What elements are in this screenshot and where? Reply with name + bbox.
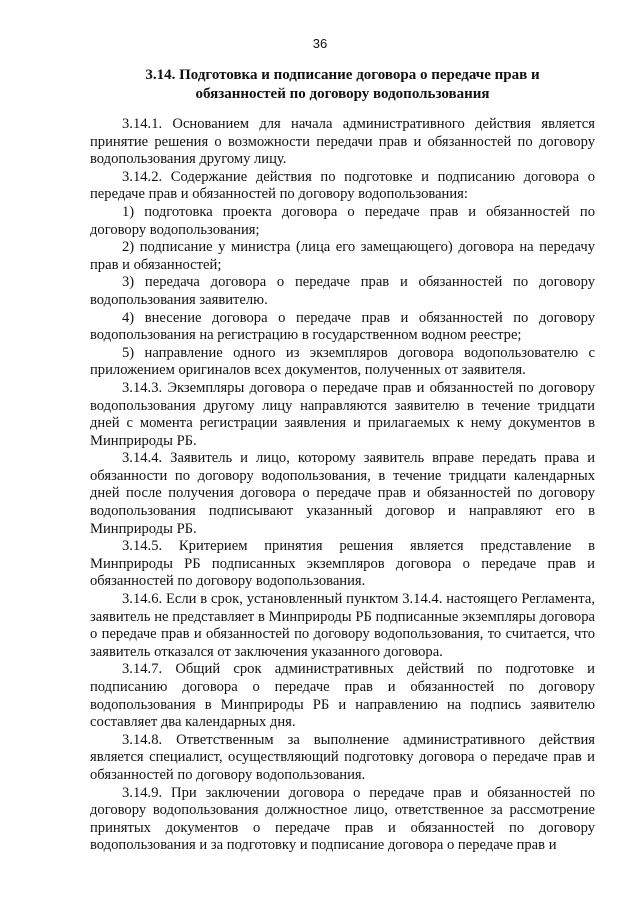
paragraph-3-14-5: 3.14.5. Критерием принятия решения является представление в Минприроды РБ подписанных экземпляров договора о передаче прав и обязанностей по договору водопользования. — [90, 538, 595, 590]
section-heading-line-2: обязанностей по договору водопользования — [195, 86, 490, 102]
section-heading-line-1: 3.14. Подготовка и подписание договора о передаче прав и — [145, 67, 540, 83]
paragraph-3-14-4: 3.14.4. Заявитель и лицо, которому заявитель вправе передать права и обязанности по договору водопользования, в течение тридцати календарных дней после получения договора о передаче прав и обязанностей по договору водопользования подписывают указанный договор и направляют его в Минприроды РБ. — [90, 450, 595, 537]
list-item-1: 1) подготовка проекта договора о передаче прав и обязанностей по договору водопользования; — [90, 203, 595, 238]
paragraph-3-14-3: 3.14.3. Экземпляры договора о передаче прав и обязанностей по договору водопользования другому лицу направляются заявителю в течение тридцати дней с момента регистрации заявления и прилагаемых к нему документов в Минприроды РБ. — [90, 379, 595, 449]
paragraph-3-14-7: 3.14.7. Общий срок административных действий по подготовке и подписанию договора о передаче прав и обязанностей по договору водопользования в Минприроды РБ и направлению на подпись заявителю составляет два календарных дня. — [90, 661, 595, 731]
page-number: 36 — [312, 36, 328, 51]
list-item-3: 3) передача договора о передаче прав и обязанностей по договору водопользования заявителю. — [90, 274, 595, 308]
list-item-2: 2) подписание у министра (лица его замещающего) договора на передачу прав и обязанностей; — [90, 239, 595, 273]
paragraph-3-14-8: 3.14.8. Ответственным за выполнение административного действия является специалист, осуществляющий подготовку договора о передаче прав и обязанностей по договору водопользования. — [90, 731, 595, 783]
list-item-5: 5) направление одного из экземпляров договора водопользователю с приложением оригиналов всех документов, полученных от заявителя. — [90, 344, 595, 379]
paragraph-3-14-6: 3.14.6. Если в срок, установленный пунктом 3.14.4. настоящего Регламента, заявитель не представляет в Минприроды РБ подписанные экземпляры договора о передаче прав и обязанностей по договору водопользования, то считается, что заявитель отказался от заключения указанного договора. — [90, 591, 595, 660]
paragraph-3-14-9: 3.14.9. При заключении договора о передаче прав и обязанностей по договору водопользования должностное лицо, ответственное за рассмотрение принятых документов о передаче прав и обязанностей по договору водопользования и за подготовку и подписание договора о передаче прав и — [90, 784, 595, 854]
section-heading — [90, 66, 595, 104]
document-body — [90, 116, 595, 855]
paragraph-3-14-1: 3.14.1. Основанием для начала административного действия является принятие решения о возможности передачи прав и обязанностей по договору водопользования другому лицу. — [90, 116, 595, 168]
paragraph-3-14-2: 3.14.2. Содержание действия по подготовке и подписанию договора о передаче прав и обязанностей по договору водопользования: — [90, 168, 595, 203]
list-item-4: 4) внесение договора о передаче прав и обязанностей по договору водопользования на регистрацию в государственном водном реестре; — [90, 309, 595, 344]
